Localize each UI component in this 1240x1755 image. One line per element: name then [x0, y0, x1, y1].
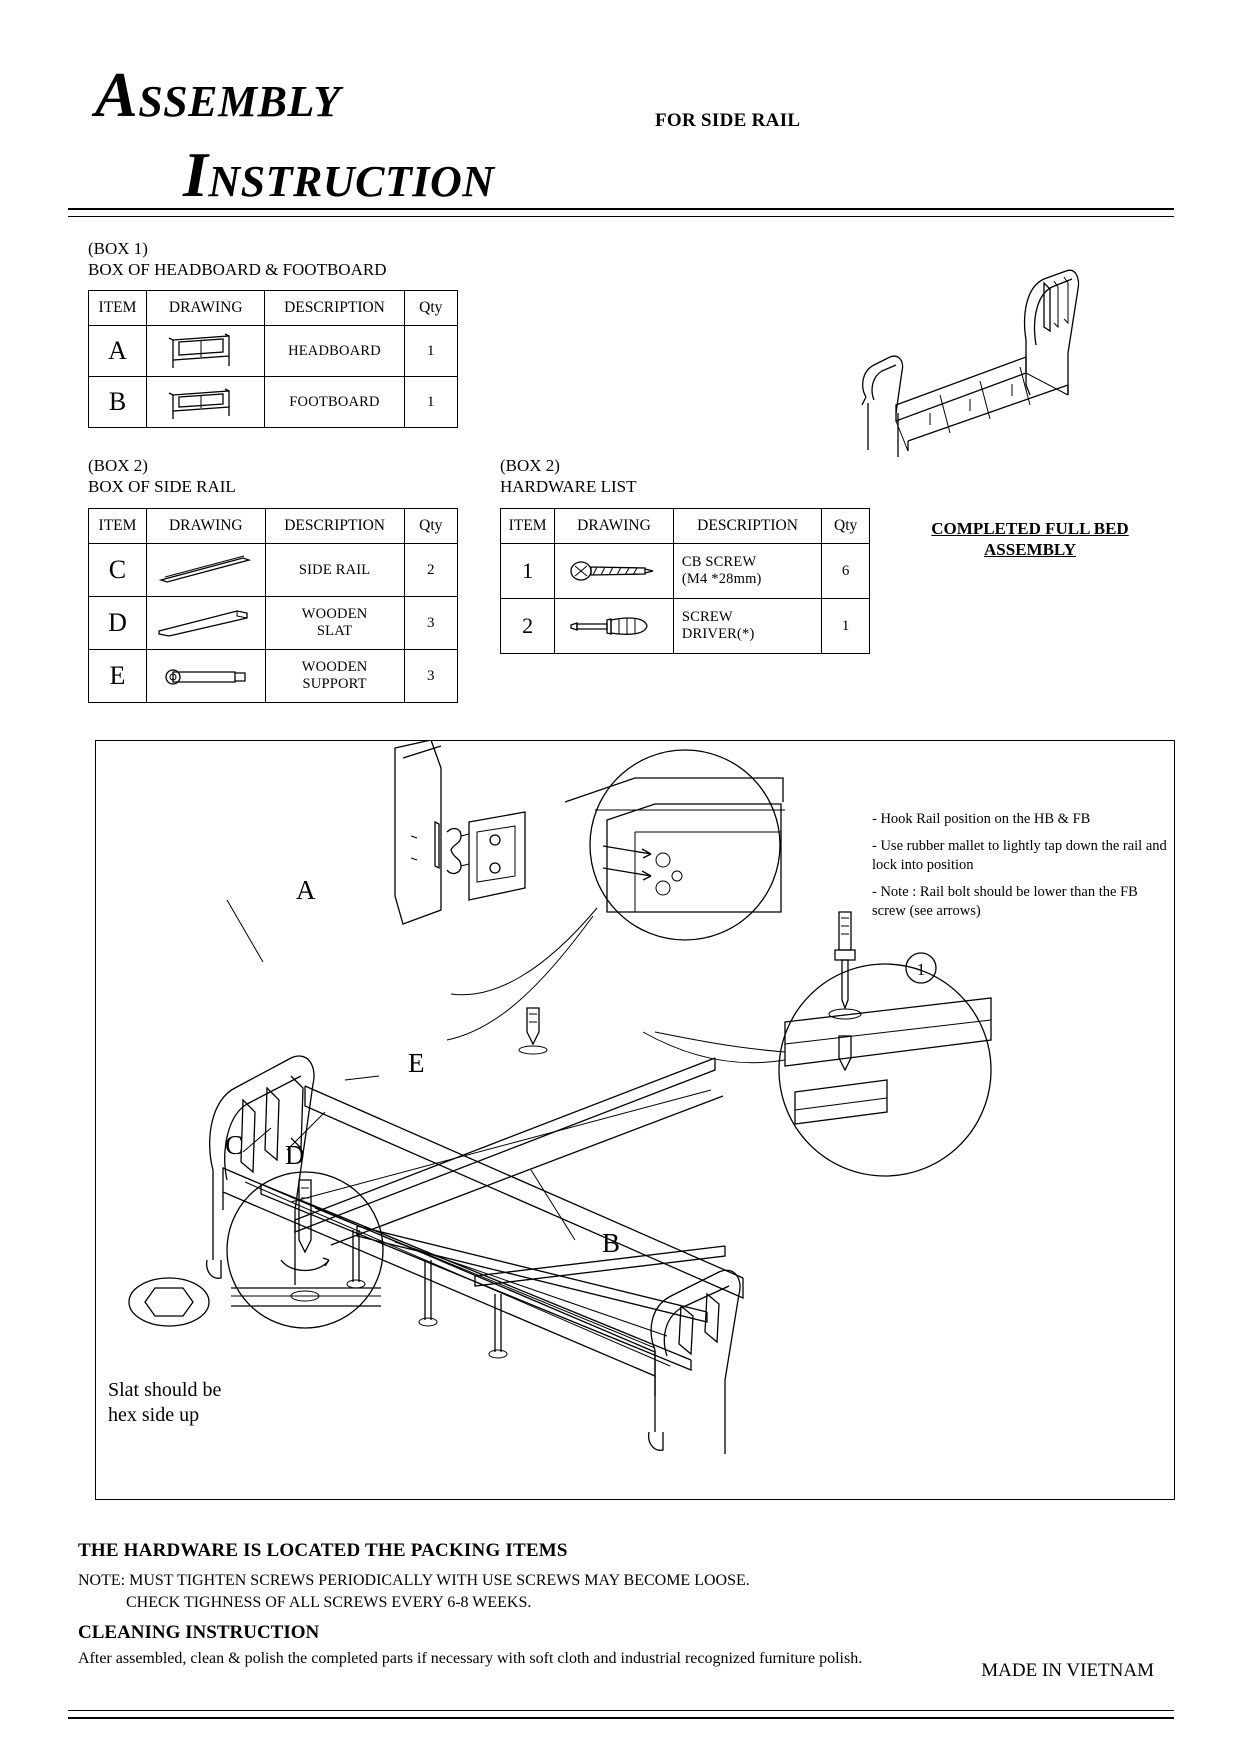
- footboard-icon: [146, 377, 265, 428]
- col-item: ITEM: [89, 509, 147, 544]
- footer-note-1: NOTE: MUST TIGHTEN SCREWS PERIODICALLY WITH USE SCREWS MAY BECOME LOOSE.: [78, 1572, 750, 1589]
- qty-cb-screw: 6: [822, 544, 870, 599]
- svg-text:1: 1: [916, 960, 926, 979]
- table-row: [89, 650, 458, 703]
- caption-line2: ASSEMBLY: [984, 540, 1076, 559]
- callout-note-3: - Note : Rail bolt should be lower than the FB screw (see arrows): [872, 883, 1138, 919]
- item-2: 2: [501, 599, 555, 654]
- qty-wooden-support: 3: [404, 650, 457, 703]
- title-line-assembly: [95, 58, 515, 132]
- desc-line1: WOODEN: [301, 606, 368, 622]
- wooden-support-icon: [146, 650, 265, 703]
- col-qty: Qty: [822, 509, 870, 544]
- page-title: [95, 58, 515, 212]
- footer-note-2: CHECK TIGHNESS OF ALL SCREWS EVERY 6-8 WEEKS.: [126, 1594, 532, 1611]
- qty-headboard: 1: [404, 326, 457, 377]
- footer-divider-thick: [68, 1717, 1174, 1719]
- callout-note-2: - Use rubber mallet to lightly tap down the rail and lock into position: [872, 837, 1167, 873]
- callout-notes: [872, 810, 1172, 929]
- item-a: A: [89, 326, 147, 377]
- table-row: [501, 599, 870, 654]
- desc-line1: SCREW: [681, 609, 733, 625]
- table-row: [89, 597, 458, 650]
- qty-screwdriver: 1: [822, 599, 870, 654]
- completed-bed-illustration: [830, 245, 1150, 505]
- description-headboard: HEADBOARD: [265, 326, 404, 377]
- title-line-instruction: [183, 138, 515, 212]
- col-description: DESCRIPTION: [265, 291, 404, 326]
- desc-line2: SLAT: [316, 623, 353, 639]
- hardware-location-heading: THE HARDWARE IS LOCATED THE PACKING ITEMS: [78, 1540, 568, 1561]
- title-rest-assembly: SSEMBLY: [138, 77, 341, 126]
- col-qty: Qty: [404, 291, 457, 326]
- callout-note-1: - Hook Rail position on the HB & FB: [872, 811, 1091, 827]
- hardware-label-line2: HARDWARE LIST: [500, 477, 637, 496]
- title-initial-i: I: [183, 139, 209, 210]
- qty-wooden-slat: 3: [404, 597, 457, 650]
- box2-siderail-label: [88, 455, 236, 497]
- box1-table: [88, 290, 458, 428]
- desc-line1: WOODEN: [301, 659, 368, 675]
- slat-note-line1: Slat should be: [108, 1379, 222, 1401]
- description-screwdriver: [673, 599, 821, 654]
- description-side-rail: SIDE RAIL: [265, 544, 404, 597]
- label-c: C: [225, 1130, 244, 1160]
- col-description: DESCRIPTION: [265, 509, 404, 544]
- desc-line2: SUPPORT: [302, 676, 367, 692]
- hardware-table: [500, 508, 870, 654]
- box2-siderail-label-line2: BOX OF SIDE RAIL: [88, 477, 236, 496]
- box2-siderail-label-line1: (BOX 2): [88, 456, 148, 475]
- description-footboard: FOOTBOARD: [265, 377, 404, 428]
- slat-orientation-note: [108, 1378, 268, 1428]
- table-row: [501, 544, 870, 599]
- header-divider-thin: [68, 216, 1174, 217]
- cleaning-heading: CLEANING INSTRUCTION: [78, 1622, 320, 1643]
- qty-footboard: 1: [404, 377, 457, 428]
- col-qty: Qty: [404, 509, 457, 544]
- label-d: D: [285, 1140, 305, 1170]
- label-a: A: [296, 875, 316, 905]
- box1-label: [88, 238, 386, 280]
- footer-divider-thin: [68, 1710, 1174, 1711]
- col-item: ITEM: [501, 509, 555, 544]
- item-b: B: [89, 377, 147, 428]
- completed-bed-caption: [900, 518, 1160, 560]
- made-in-label: MADE IN VIETNAM: [981, 1660, 1154, 1681]
- col-description: DESCRIPTION: [673, 509, 821, 544]
- item-d: D: [89, 597, 147, 650]
- headboard-icon: [146, 326, 265, 377]
- table-header-row: [501, 509, 870, 544]
- description-wooden-support: [265, 650, 404, 703]
- caption-line1: COMPLETED FULL BED: [931, 519, 1129, 538]
- box1-label-line1: (BOX 1): [88, 239, 148, 258]
- item-1: 1: [501, 544, 555, 599]
- footer: [78, 1540, 1168, 1681]
- box1-label-line2: BOX OF HEADBOARD & FOOTBOARD: [88, 260, 387, 279]
- qty-side-rail: 2: [404, 544, 457, 597]
- item-e: E: [89, 650, 147, 703]
- label-b: B: [602, 1228, 621, 1258]
- table-row: [89, 326, 458, 377]
- desc-line2: (M4 *28mm): [681, 571, 762, 587]
- item-c: C: [89, 544, 147, 597]
- header-divider-thick: [68, 208, 1174, 210]
- col-drawing: DRAWING: [146, 509, 265, 544]
- hardware-label-line1: (BOX 2): [500, 456, 560, 475]
- box2-siderail-table: [88, 508, 458, 703]
- table-row: [89, 377, 458, 428]
- table-row: [89, 544, 458, 597]
- table-header-row: [89, 291, 458, 326]
- desc-line2: DRIVER(*): [681, 626, 755, 642]
- page-subtitle: FOR SIDE RAIL: [655, 110, 801, 131]
- title-initial-a: A: [95, 59, 139, 130]
- side-rail-icon: [146, 544, 265, 597]
- description-cb-screw: [673, 544, 821, 599]
- table-header-row: [89, 509, 458, 544]
- label-e: E: [408, 1048, 425, 1078]
- wooden-slat-icon: [146, 597, 265, 650]
- slat-note-line2: hex side up: [108, 1404, 200, 1426]
- hardware-label: [500, 455, 636, 497]
- desc-line1: CB SCREW: [681, 554, 757, 570]
- description-wooden-slat: [265, 597, 404, 650]
- col-item: ITEM: [89, 291, 147, 326]
- col-drawing: DRAWING: [555, 509, 674, 544]
- screw-icon: [555, 544, 674, 599]
- cleaning-text: After assembled, clean & polish the completed parts if necessary with soft cloth and industrial recognized furniture polish.: [78, 1650, 863, 1667]
- screwdriver-icon: [555, 599, 674, 654]
- col-drawing: DRAWING: [146, 291, 265, 326]
- title-rest-instruction: NSTRUCTION: [208, 157, 495, 206]
